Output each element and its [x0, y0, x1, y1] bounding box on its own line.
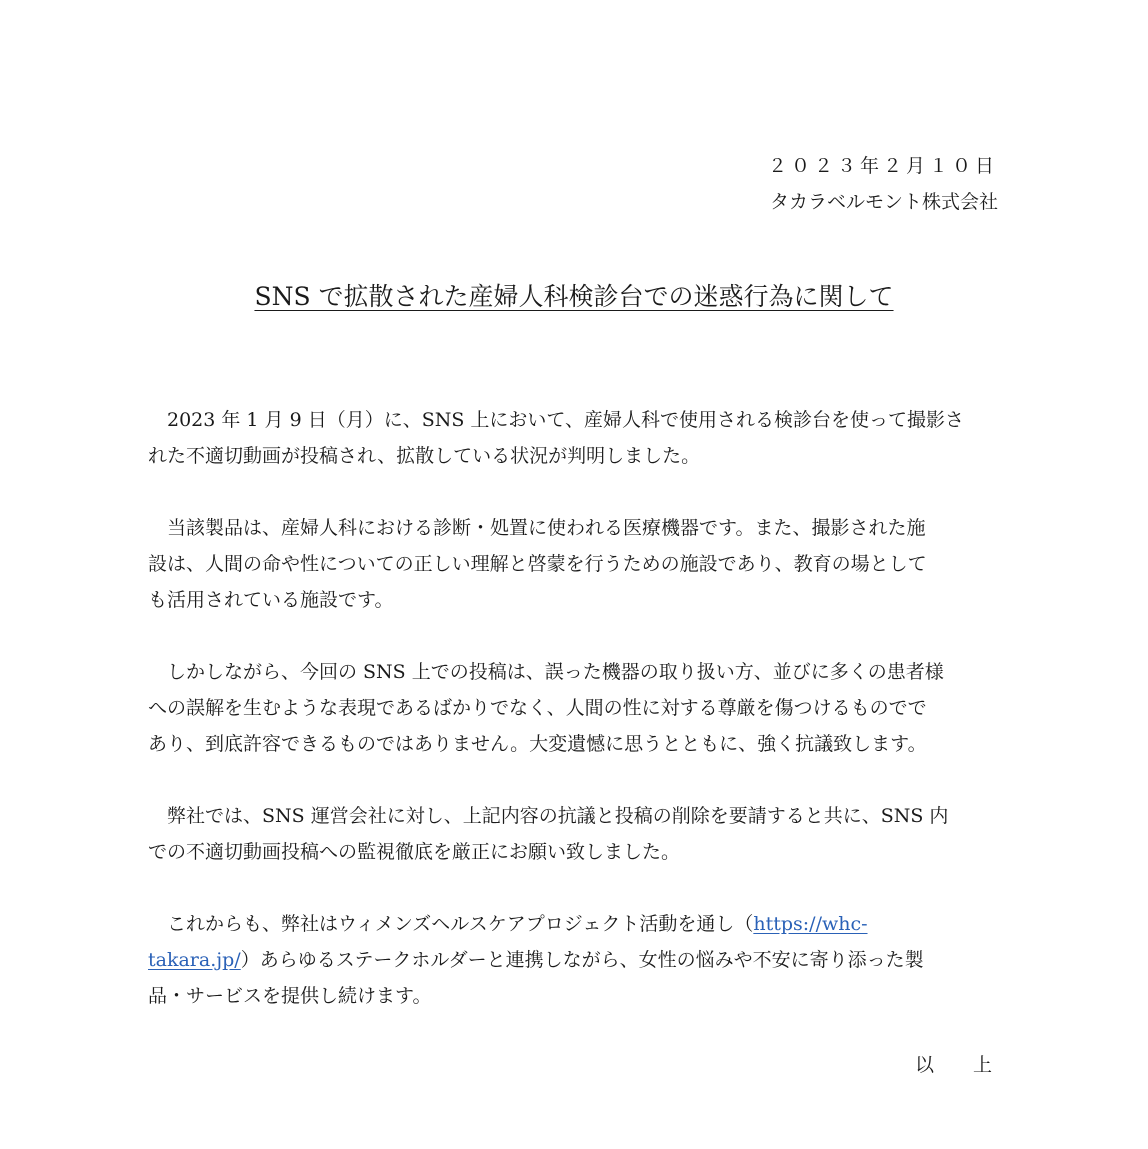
whc-link-part2[interactable]: takara.jp/ — [148, 949, 241, 971]
paragraph-line: への誤解を生むような表現であるばかりでなく、人間の性に対する尊厳を傷つけるものでで — [148, 697, 927, 719]
document-title: SNS で拡散された産婦人科検診台での迷惑行為に関して — [254, 282, 894, 311]
paragraph-line: 当該製品は、産婦人科における診断・処置に使われる医療機器です。また、撮影された施 — [148, 517, 926, 539]
paragraph-commitment — [148, 906, 1000, 1014]
paragraph-protest — [148, 654, 1000, 762]
paragraph-line — [148, 906, 1000, 942]
paragraph-product — [148, 510, 1000, 618]
company-name: タカラベルモント株式会社 — [769, 191, 998, 213]
paragraph-request — [148, 798, 1000, 870]
document-title-block — [0, 280, 1148, 314]
paragraph-line — [148, 942, 1000, 978]
paragraph-line: 2023 年 1 月 9 日（月）に、SNS 上において、産婦人科で使用される検診台を使って撮影さ — [148, 409, 965, 431]
paragraph-line: あり、到底許容できるものではありません。大変遺憾に思うとともに、強く抗議致します。 — [148, 733, 927, 755]
paragraph-line: 品・サービスを提供し続けます。 — [148, 985, 432, 1007]
paragraph-line: 弊社では、SNS 運営会社に対し、上記内容の抗議と投稿の削除を要請すると共に、SNS 内 — [148, 805, 949, 827]
whc-link-part1[interactable]: https://whc- — [753, 913, 868, 935]
closing-mark: 以 上 — [914, 1054, 1002, 1076]
document-date: ２０２３年２月１０日 — [767, 155, 998, 177]
paragraph-line: も活用されている施設です。 — [148, 589, 394, 611]
paragraph-line: れた不適切動画が投稿され、拡散している状況が判明しました。 — [148, 445, 701, 467]
paragraph-line: 設は、人間の命や性についての正しい理解と啓蒙を行うための施設であり、教育の場として — [148, 553, 927, 575]
paragraph-text: これからも、弊社はウィメンズヘルスケアプロジェクト活動を通し（ — [148, 913, 754, 935]
paragraph-line: での不適切動画投稿への監視徹底を厳正にお願い致しました。 — [148, 841, 681, 863]
paragraph-line: しかしながら、今回の SNS 上での投稿は、誤った機器の取り扱い方、並びに多くの患者様 — [148, 661, 944, 683]
paragraph-text: ）あらゆるステークホルダーと連携しながら、女性の悩みや不安に寄り添った製 — [240, 949, 924, 971]
paragraph-incident — [148, 402, 1000, 474]
